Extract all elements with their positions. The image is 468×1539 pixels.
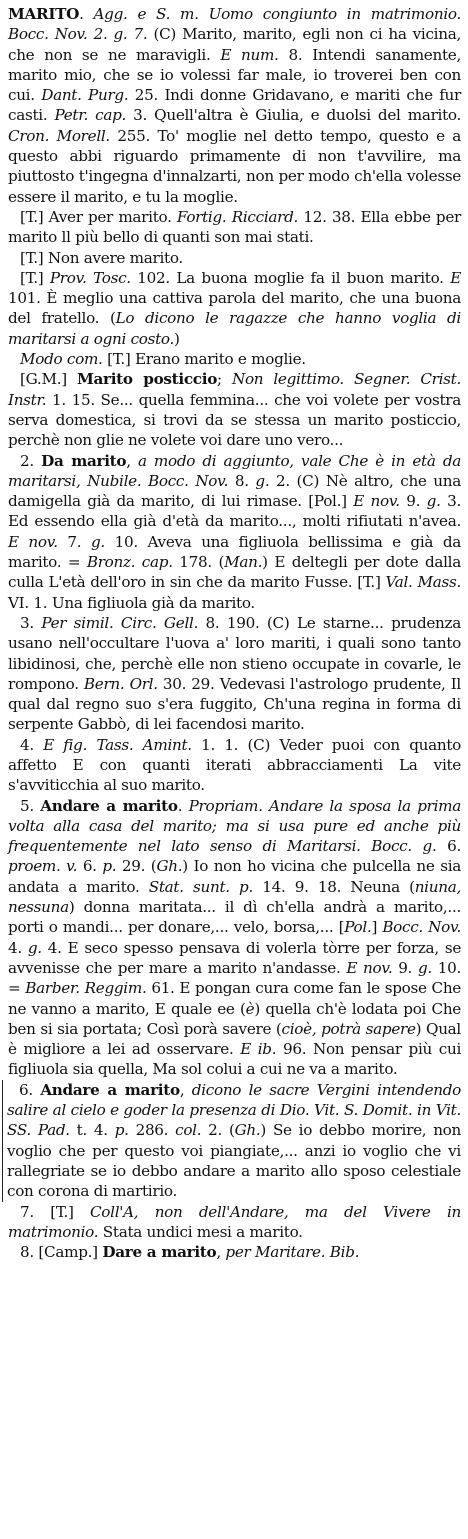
dictionary-entry-marito	[8, 4, 461, 1262]
entry-sense-paragraph	[8, 369, 461, 450]
entry-text: 8. Intendi sanamente, marito mio, che se io volessi far male, io troverei ben con cui.	[8, 45, 461, 105]
entry-text: 1. 1. (C) Veder puoi con quanto affetto E con quanti iterati abbracciamenti La vite s'avviticchia al suo marito.	[8, 735, 461, 795]
entry-text: 255. To' moglie nel detto tempo, questo e a questo abbi riguardo primamente di non t'avvilire, ma piuttosto t'ingegna d'innalzarti, non per modo ch'ella volesse essere il marito, e tu la moglie.	[8, 126, 461, 206]
entry-text: 2. (	[201, 1121, 235, 1140]
entry-text: [T.]	[20, 268, 50, 287]
entry-text: .	[79, 5, 94, 23]
entry-text: ,	[216, 1243, 226, 1262]
entry-text: 286.	[128, 1121, 176, 1140]
entry-italic-text: cioè, potrà sapere	[281, 1019, 416, 1038]
entry-italic-text: g.	[417, 958, 432, 977]
entry-text: 10. Aveva una figliuola bellissima e già da marito. =	[8, 532, 461, 572]
entry-sense-paragraph	[8, 796, 461, 1080]
entry-text: (C) Marito, marito, egli non ci ha vicina, che non se ne maravigli.	[8, 25, 461, 64]
entry-text: ,	[126, 451, 138, 470]
entry-italic-text: Gh.	[234, 1121, 261, 1140]
entry-italic-text: Gh.	[156, 857, 183, 876]
entry-text: ) Io non ho vicina che pulcella ne sia andata a marito.	[8, 857, 462, 896]
entry-italic-text: Coll'A, non dell'Andare, ma del Vivere in matrimonio.	[8, 1202, 462, 1241]
entry-sense-paragraph	[8, 613, 461, 735]
entry-sense-paragraph	[2, 1080, 461, 1202]
entry-text: ) quella ch'è lodata poi Che ben si sia portata; Così porà savere (	[8, 999, 461, 1038]
entry-text: t. 4.	[69, 1121, 115, 1140]
entry-italic-text: Man.	[224, 553, 263, 572]
entry-italic-text: E nov.	[8, 532, 58, 551]
entry-text: 5.	[20, 796, 41, 815]
entry-text: [T.] Erano marito e moglie.	[102, 350, 306, 369]
entry-text: 7.	[57, 532, 91, 551]
entry-text: 4.	[20, 735, 44, 754]
entry-italic-text: Fortig. Ricciard.	[176, 207, 299, 226]
entry-italic-text: Agg. e S. m. Uomo congiunto in matrimonio. Bocc. Nov. 2. g. 7.	[8, 5, 461, 44]
entry-italic-text: Cron. Morell.	[8, 126, 110, 145]
entry-sense-paragraph	[8, 248, 461, 268]
entry-text: 12. 38. Ella ebbe per marito ll più bello di quanti son mai stati.	[8, 207, 462, 247]
entry-text: 6.	[19, 1080, 41, 1099]
entry-text: 3.	[20, 613, 42, 632]
entry-italic-text: niuna, nessuna	[8, 877, 461, 917]
entry-text: ;	[217, 370, 232, 389]
entry-sense-paragraph	[8, 451, 461, 613]
entry-text: 178. (	[172, 553, 225, 572]
entry-text: 8. [Camp.]	[20, 1243, 103, 1262]
entry-italic-text: E nov.	[346, 958, 393, 977]
entry-text: ) E deltegli per dote dalla culla L'età dell'oro in sin che da marito Fusse. [T.]	[8, 553, 461, 592]
entry-text: 14. 9. 18. Neuna (	[253, 877, 415, 896]
entry-sense-paragraph	[8, 1202, 461, 1243]
entry-italic-text: E ib.	[240, 1040, 277, 1059]
entry-italic-text: Dant. Purg.	[41, 86, 129, 105]
entry-italic-text: è	[245, 999, 255, 1018]
entry-italic-text: E	[450, 268, 461, 287]
entry-text: 4.	[8, 938, 28, 957]
entry-italic-text: g.	[27, 938, 42, 957]
entry-italic-text: a modo di aggiunto, vale Che è in età da maritarsi, Nubile. Bocc. Nov.	[8, 451, 461, 490]
entry-italic-text: Per simil. Circ. Gell.	[41, 613, 199, 632]
entry-text: 61. E pongan cura come fan le spose Che ne vanno a marito, E quale ee (	[8, 979, 461, 1018]
entry-italic-text: Stat. sunt. p.	[148, 877, 254, 896]
entry-text: 101. È meglio una cattiva parola del marito, che una buona del fratello. (	[8, 289, 461, 328]
entry-text: 102. La buona moglie fa il buon marito.	[130, 268, 451, 287]
entry-bold-term: Dare a marito	[102, 1243, 217, 1262]
entry-text: [G.M.]	[20, 370, 77, 389]
entry-text: ) Qual è migliore a lei ad osservare.	[8, 1019, 461, 1059]
entry-text: 10. =	[8, 958, 461, 998]
entry-italic-text: g.	[426, 492, 441, 511]
entry-italic-text: E num.	[220, 45, 279, 64]
entry-text: 29. (	[116, 857, 157, 876]
entry-sense-paragraph	[8, 207, 461, 248]
entry-text: 7. [T.]	[20, 1202, 90, 1221]
entry-italic-text: Propriam. Andare la sposa la prima volta alla casa del marito; ma si usa pure ed anche più frequentemente nel lato senso di Maritarsi. Bocc. g.	[8, 796, 461, 856]
entry-text: 1. 15. Se... quella femmina... che voi volete per vostra serva domestica, si trovi da se stessa un marito posticcio, perchè non glie ne volete voi dare uno vero...	[8, 390, 461, 450]
entry-text: 9.	[399, 492, 427, 511]
entry-italic-text: per Maritare. Bib.	[225, 1243, 360, 1262]
entry-italic-text: E nov.	[353, 492, 400, 511]
entry-sense-paragraph	[8, 4, 461, 207]
entry-text: 2.	[20, 451, 42, 470]
entry-text: 30. 29. Vedevasi l'astrologo prudente, Il qual dal regno suo s'era fuggito, Ch'una regina in forma di serpente Gabbò, di lei facendosi marito.	[8, 674, 461, 734]
entry-text: 3. Quell'altra è Giulia, e duolsi del marito.	[126, 106, 461, 125]
entry-italic-text: Lo dicono le ragazze che hanno voglia di maritarsi a ogni costo.	[8, 309, 461, 348]
entry-bold-term: Andare a marito	[40, 1080, 180, 1099]
entry-italic-text: Pol.	[344, 918, 372, 937]
entry-text: .	[177, 796, 189, 815]
entry-sense-paragraph	[8, 1242, 461, 1262]
entry-italic-text: Modo com.	[20, 350, 103, 369]
entry-text: 2. (C) Nè altro, che una damigella già da marito, di lui rimase. [Pol.]	[8, 471, 461, 511]
entry-text: 4. E seco spesso pensava di volerla tòrre per forza, se avvenisse che per mare a marito n'andasse.	[8, 938, 462, 977]
entry-text: [T.] Non avere marito.	[20, 248, 183, 267]
entry-text: ) Se io debbo morire, non voglio che per questo voi piangiate,... anzi io voglio che vi rallegriate se io debbo andare a marito allo sposo celestiale con corona di martirio.	[7, 1121, 462, 1201]
entry-italic-text: Barber. Reggim.	[25, 979, 147, 998]
entry-italic-text: g.	[255, 471, 270, 490]
entry-sense-paragraph	[8, 268, 461, 349]
entry-italic-text: g.	[90, 532, 105, 551]
entry-italic-text: p.	[114, 1121, 129, 1140]
entry-text: ]	[371, 918, 383, 937]
entry-text: ,	[179, 1080, 192, 1099]
entry-text: 8. 190. (C) Le starne... prudenza usano nell'occultare l'uova a' loro mariti, i quali sono tanto libidinosi, che, perchè elle non stieno occupate in covarle, le rompono.	[8, 613, 461, 693]
entry-italic-text: Non legittimo. Segner. Crist. Instr.	[8, 370, 461, 409]
entry-italic-text: p.	[102, 857, 117, 876]
entry-italic-text: Val. Mass.	[385, 573, 461, 592]
entry-text: VI. 1. Una figliuola già da marito.	[8, 593, 255, 612]
entry-text: ) donna maritata... il dì ch'ella andrà a marito,... porti o mandi... per donare,... velo, borsa,... [	[8, 898, 461, 937]
entry-italic-text: E fig. Tass. Amint.	[43, 735, 192, 754]
entry-sense-paragraph	[8, 349, 461, 369]
entry-text: )	[174, 329, 180, 348]
entry-italic-text: Prov. Tosc.	[49, 268, 131, 287]
entry-italic-text: Bronz. cap.	[86, 553, 173, 572]
entry-bold-term: MARITO	[8, 5, 80, 23]
entry-italic-text: Bocc. Nov.	[382, 918, 462, 937]
entry-text: 96. Non pensar più cui figliuola sia quella, Ma sol colui a cui ne va a marito.	[8, 1040, 461, 1079]
entry-italic-text: dicono le sacre Vergini intendendo salire al cielo e goder la presenza di Dio. Vit. S. Domit. in Vit. SS. Pad.	[7, 1080, 462, 1140]
entry-italic-text: Bern. Orl.	[83, 674, 158, 693]
entry-text: 9.	[392, 958, 418, 977]
entry-italic-text: Petr. cap.	[54, 106, 127, 125]
entry-text: 25. Indi donne Gridavano, e mariti che fur casti.	[8, 86, 461, 125]
entry-italic-text: col.	[175, 1121, 202, 1140]
entry-text: 3. Ed essendo ella già d'età da marito..., molti rifiutati n'avea.	[8, 492, 461, 531]
entry-text: 6.	[436, 837, 461, 856]
entry-bold-term: Da marito	[41, 451, 127, 470]
entry-text: [T.] Aver per marito.	[20, 207, 177, 226]
entry-bold-term: Marito posticcio	[76, 370, 218, 389]
entry-text: 8.	[228, 471, 256, 490]
entry-italic-text: proem. v.	[8, 857, 78, 876]
entry-bold-term: Andare a marito	[40, 796, 178, 815]
entry-text: 6.	[77, 857, 103, 876]
entry-text: Stata undici mesi a marito.	[98, 1222, 303, 1241]
entry-sense-paragraph	[8, 735, 461, 796]
